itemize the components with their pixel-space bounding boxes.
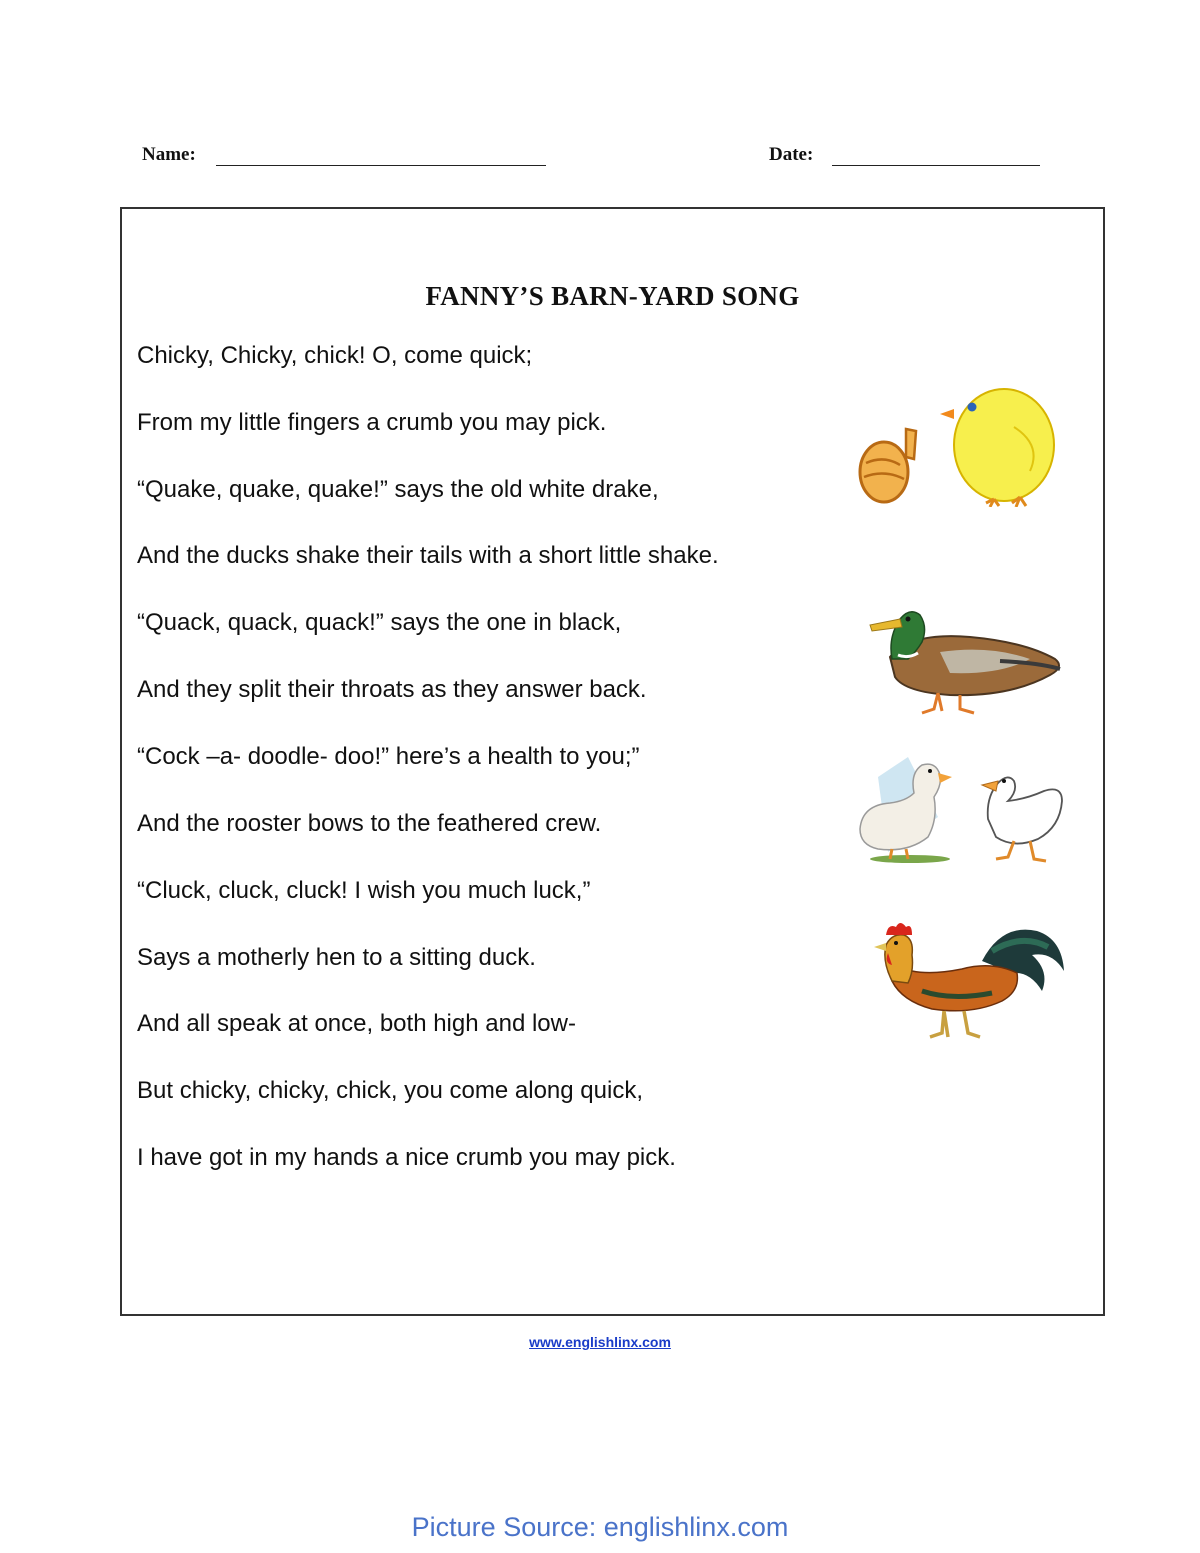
header-row — [0, 138, 1200, 178]
date-label: Date: — [769, 144, 814, 165]
chick-with-crumb-illustration — [854, 367, 1069, 507]
poem-line-1: Chicky, Chicky, chick! O, come quick; — [137, 342, 533, 369]
worksheet-box — [120, 207, 1105, 1316]
poem-line-6: And they split their throats as they answer back. — [137, 676, 647, 703]
name-label: Name: — [142, 144, 196, 165]
poem-line-8: And the rooster bows to the feathered crew. — [137, 810, 602, 837]
name-field[interactable] — [216, 165, 546, 166]
picture-source-caption: Picture Source: englishlinx.com — [411, 1512, 789, 1542]
date-field[interactable] — [832, 165, 1040, 166]
website-link[interactable]: www.englishlinx.com — [529, 1334, 671, 1350]
rooster-icon — [874, 923, 1064, 1037]
chick-icon — [940, 389, 1054, 507]
poem-line-10: Says a motherly hen to a sitting duck. — [137, 944, 536, 971]
poem-line-3: “Quake, quake, quake!” says the old white drake, — [137, 476, 659, 503]
rooster-illustration — [852, 921, 1072, 1041]
worksheet-title: FANNY’S BARN-YARD SONG — [425, 281, 800, 311]
white-ducks-illustration — [848, 757, 1070, 867]
poem-line-5: “Quack, quack, quack!” says the one in black, — [137, 609, 622, 636]
poem-line-4: And the ducks shake their tails with a short little shake. — [137, 542, 719, 569]
crumb-icon — [860, 429, 916, 502]
poem-line-12: But chicky, chicky, chick, you come along quick, — [137, 1077, 643, 1104]
poem-line-9: “Cluck, cluck, cluck! I wish you much luck,” — [137, 877, 591, 904]
poem-line-11: And all speak at once, both high and low- — [137, 1010, 576, 1037]
poem-line-2: From my little fingers a crumb you may pick. — [137, 409, 607, 436]
mallard-duck-illustration — [850, 597, 1075, 717]
poem-line-13: I have got in my hands a nice crumb you may pick. — [137, 1144, 676, 1171]
poem-line-7: “Cock –a- doodle- doo!” here’s a health to you;” — [137, 743, 640, 770]
white-duck-icon-2 — [982, 777, 1062, 861]
mallard-duck-icon — [870, 612, 1060, 713]
